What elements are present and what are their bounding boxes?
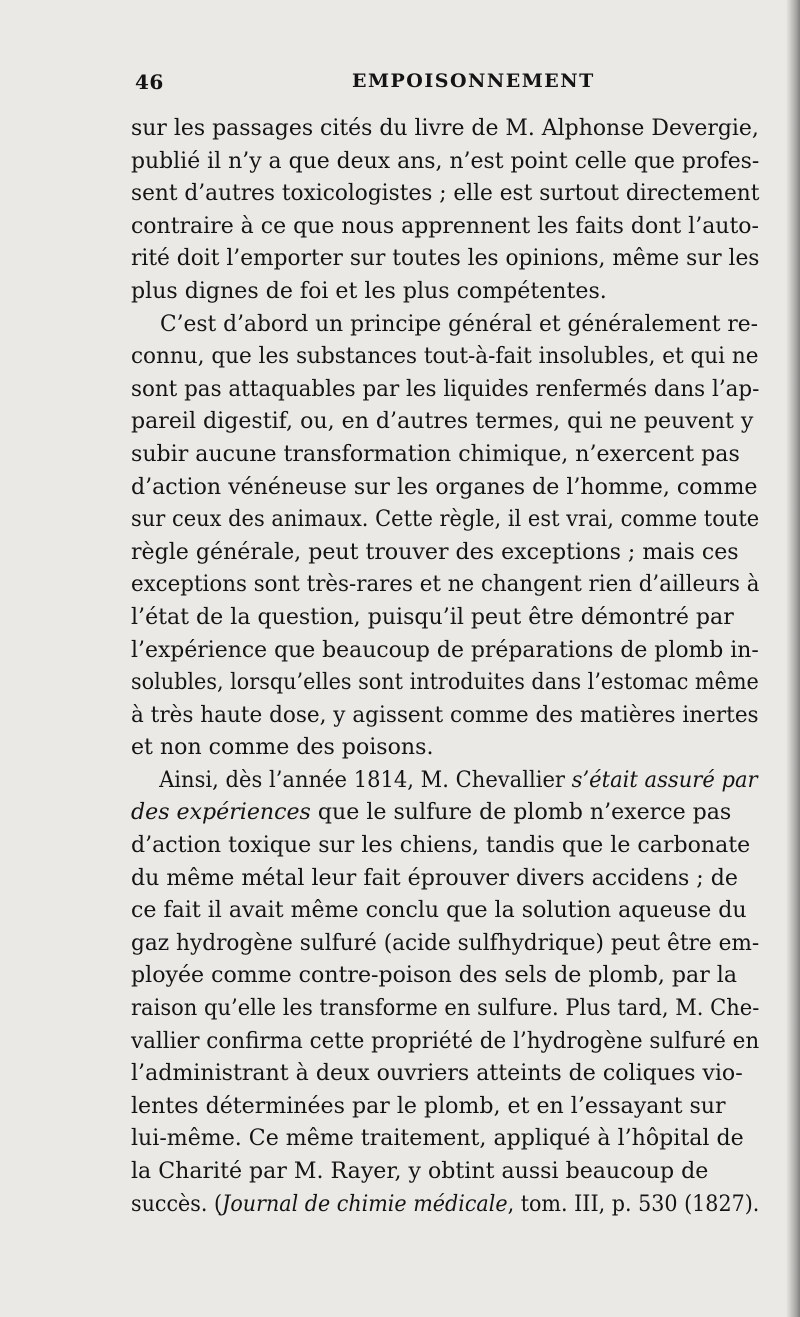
- text-span: contraire à ce que nous apprennent les faits dont l’auto-: [131, 212, 759, 239]
- text-span: la Charité par M. Rayer, y obtint aussi beaucoup de: [131, 1158, 709, 1184]
- text-line: [131, 666, 759, 699]
- text-span: pareil digestif, ou, en d’autres termes, qui ne peuvent y: [131, 408, 754, 435]
- text-line: [131, 634, 759, 667]
- text-line: [131, 764, 758, 797]
- page-number: 46: [135, 70, 164, 94]
- text-line: [131, 1122, 759, 1155]
- text-span: et non comme des poisons.: [131, 734, 434, 761]
- body-text: [131, 112, 771, 1220]
- text-span: lentes déterminées par le plomb, et en l’essayant sur: [131, 1092, 726, 1119]
- text-span: sur les passages cités du livre de M. Alphonse Devergie,: [131, 115, 759, 141]
- text-line: [131, 340, 759, 373]
- text-span: vallier confirma cette propriété de l’hydrogène sulfuré en: [131, 1027, 760, 1054]
- text-line: [131, 731, 759, 764]
- text-line: [131, 536, 759, 569]
- text-span: subir aucune transformation chimique, n’exercent pas: [131, 440, 740, 467]
- text-line: [131, 438, 759, 471]
- text-span: à très haute dose, y agissent comme des matières inertes: [131, 701, 759, 728]
- text-span: d’action toxique sur les chiens, tandis que le carbonate: [131, 832, 751, 859]
- text-span: d’action vénéneuse sur les organes de l’homme, comme: [131, 473, 758, 500]
- text-span: rité doit l’emporter sur toutes les opinions, même sur les: [131, 245, 760, 272]
- text-span: ce fait il avait même conclu que la solution aqueuse du: [131, 897, 747, 924]
- text-line: [131, 1090, 759, 1123]
- text-span: l’administrant à deux ouvriers atteints de coliques vio-: [131, 1060, 743, 1087]
- text-span: lui-même. Ce même traitement, appliqué à l’hôpital de: [131, 1125, 744, 1152]
- text-line: [131, 959, 759, 992]
- text-span: C’est d’abord un principe général et généralement re-: [159, 310, 759, 337]
- text-span: , tom. III, p. 530 (1827).: [507, 1190, 760, 1217]
- text-line: [131, 210, 759, 243]
- text-line: [131, 503, 760, 536]
- text-line: [131, 177, 760, 210]
- text-line: [131, 992, 760, 1025]
- text-span: sont pas attaquables par les liquides renfermés dans l’ap-: [131, 375, 760, 402]
- text-span: sur ceux des animaux. Cette règle, il est vrai, comme toute: [131, 506, 760, 533]
- page-edge-shadow: [786, 0, 800, 1317]
- text-line: [131, 1057, 759, 1090]
- text-line: [131, 112, 759, 145]
- page-header: [135, 70, 755, 100]
- text-span: raison qu’elle les transforme en sulfure. Plus tard, M. Che-: [131, 995, 760, 1022]
- text-line: [131, 894, 759, 927]
- text-line: [131, 1025, 760, 1058]
- text-line: [131, 471, 759, 504]
- text-span: que le sulfure de plomb n’exerce pas: [310, 799, 732, 826]
- text-line: [131, 1188, 760, 1221]
- text-span: ployée comme contre-poison des sels de plomb, par la: [131, 962, 737, 989]
- text-span: publié il n’y a que deux ans, n’est point celle que profes-: [131, 147, 760, 174]
- text-span: gaz hydrogène sulfuré (acide sulfhydrique) peut être em-: [131, 929, 760, 956]
- text-line: [131, 308, 759, 341]
- italic-span: s’était assuré par: [571, 766, 758, 793]
- text-span: l’expérience que beaucoup de préparations de plomb in-: [131, 636, 759, 663]
- italic-span: des expériences: [131, 799, 311, 826]
- text-span: solubles, lorsqu’elles sont introduites dans l’estomac même: [131, 669, 759, 696]
- text-span: connu, que les substances tout-à-fait insolubles, et qui ne: [131, 343, 759, 370]
- text-line: [131, 405, 759, 438]
- text-line: [131, 927, 760, 960]
- text-span: exceptions sont très-rares et ne changent rien d’ailleurs à: [131, 571, 760, 598]
- text-span: Ainsi, dès l’année 1814, M. Chevallier: [159, 766, 572, 793]
- text-line: [131, 796, 759, 829]
- text-line: [131, 275, 759, 308]
- running-title: EMPOISONNEMENT: [352, 70, 595, 92]
- italic-span: Journal de chimie médicale: [222, 1190, 508, 1217]
- text-span: l’état de la question, puisqu’il peut être démontré par: [131, 603, 734, 630]
- text-span: règle générale, peut trouver des exceptions ; mais ces: [131, 538, 739, 565]
- text-line: [131, 862, 759, 895]
- text-line: [131, 829, 759, 862]
- text-span: sent d’autres toxicologistes ; elle est surtout directement: [131, 180, 760, 207]
- text-line: [131, 1155, 759, 1188]
- text-line: [131, 568, 760, 601]
- text-line: [131, 601, 759, 634]
- text-span: succès. (: [131, 1190, 223, 1217]
- text-span: plus dignes de foi et les plus compétentes.: [131, 277, 607, 304]
- text-line: [131, 145, 760, 178]
- text-line: [131, 699, 759, 732]
- text-line: [131, 242, 760, 275]
- text-line: [131, 373, 760, 406]
- text-span: du même métal leur fait éprouver divers accidens ; de: [131, 864, 738, 891]
